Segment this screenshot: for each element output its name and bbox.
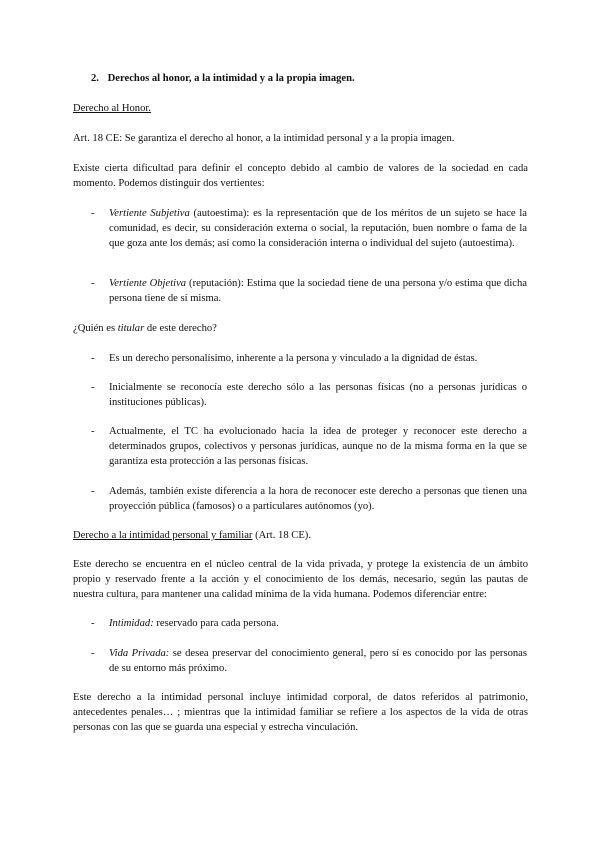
list-bullet: - [91,353,95,364]
section-heading [91,71,531,86]
list-bullet: - [91,382,95,393]
list-item-vida-privada [109,646,527,676]
subsection-title-suffix: (Art. 18 CE). [252,530,311,541]
list-item: Inicialmente se reconocía este derecho sólo a las personas físicas (no a personas jurídicas o instituciones públicas). [109,382,527,408]
list-item: Es un derecho personalísimo, inherente a la persona y vinculado a la dignidad de éstas. [109,353,478,364]
term: Vertiente Subjetiva [109,208,190,219]
term: Vertiente Objetiva [109,278,187,289]
list-bullet: - [91,486,95,497]
list-bullet: - [91,618,95,629]
term-description: reservado para cada persona. [153,618,279,629]
list-item-intimidad [109,616,527,631]
question-text: ¿Quién es [73,323,118,334]
term-description: (autoestima): es la representación que de los méritos de un sujeto se hace la comunidad, es decir, su consideración externa o social, la reputación, buen nombre o fama de la que goza ante los demás; así como la consideración interna o individual del sujeto (autoestima). [109,208,527,249]
section-title: Derechos al honor, a la intimidad y a la propia imagen. [107,73,355,84]
subsection-title-text: Derecho a la intimidad personal y familiar [73,530,253,541]
question-heading [73,321,528,336]
subsection-title-intimidad [73,528,528,543]
term: Vida Privada: [109,648,170,659]
list-bullet: - [91,278,95,289]
list-item-vertiente-objetiva [109,276,527,306]
list-item: Además, también existe diferencia a la hora de reconocer este derecho a personas que tienen una proyección pública (famosos) o a particulares autónomos (yo). [109,486,527,512]
list-item-vertiente-subjetiva [109,206,527,251]
closing-paragraph: Este derecho a la intimidad personal incluye intimidad corporal, de datos referidos al patrimonio, antecedentes penales… ; mientras que la intimidad familiar se refiere a los aspectos de la vida de otras personas con las que se guarda una especial y estrecha vinculación. [73,692,528,733]
question-text: de este derecho? [144,323,217,334]
term: Intimidad: [109,618,154,629]
intro-paragraph: Existe cierta dificultad para definir el concepto debido al cambio de valores de la sociedad en cada momento. Podemos distinguir dos vertientes: [73,163,528,189]
list-bullet: - [91,208,95,219]
intro-paragraph: Este derecho se encuentra en el núcleo central de la vida privada, y protege la existencia de un ámbito propio y reservado frente a la acción y el conocimiento de los demás, necesario, según las pautas de nuestra cultura, para mantener una calidad mínima de la vida humana. Podemos diferenciar entre: [73,559,528,600]
list-bullet: - [91,648,95,659]
list-bullet: - [91,426,95,437]
term-description: (reputación): Estima que la sociedad tiene de una persona y/o estima que dicha persona tiene de sí misma. [109,278,527,304]
subsection-title-honor: Derecho al Honor. [73,103,151,114]
article-reference: Art. 18 CE: Se garantiza el derecho al honor, a la intimidad personal y a la propia imagen. [73,133,455,144]
question-term: titular [117,323,145,334]
term-description: se desea preservar del conocimiento general, pero sí es conocido por las personas de su entorno más próximo. [109,648,527,674]
list-item: Actualmente, el TC ha evolucionado hacia la idea de proteger y reconocer este derecho a determinados grupos, colectivos y personas jurídicas, aunque no de la misma forma en la que se garantiza esta protección a las personas físicas. [109,426,527,467]
section-number: 2. [91,73,99,84]
